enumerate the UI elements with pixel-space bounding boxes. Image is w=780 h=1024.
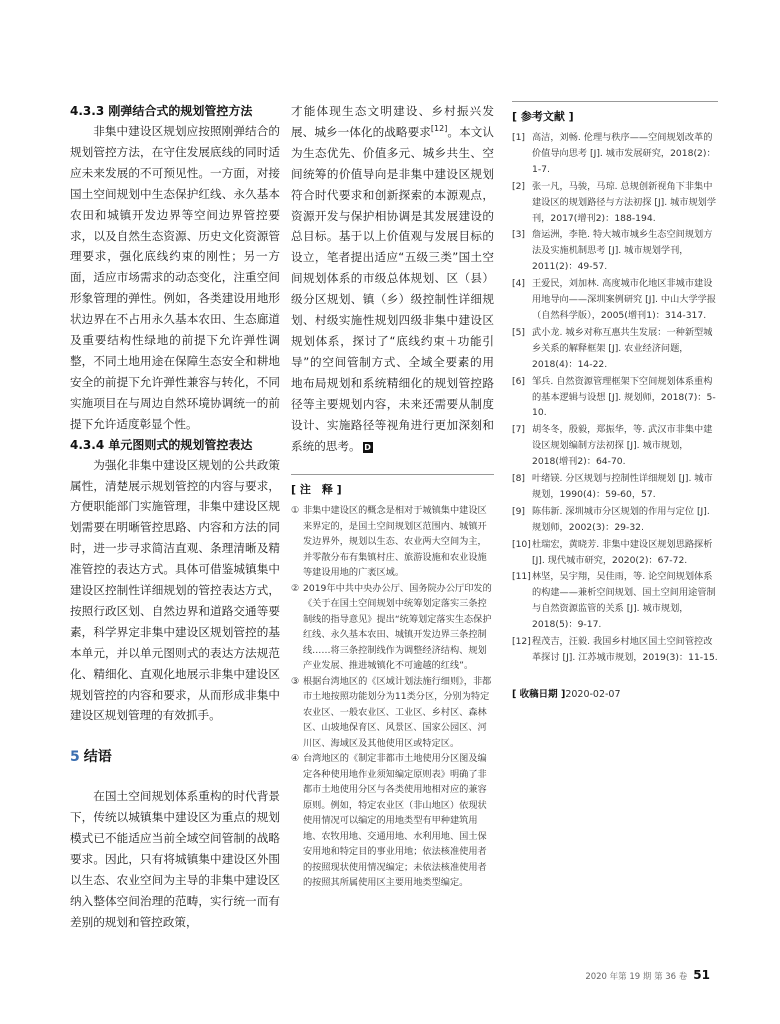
reference-number: [6] — [512, 375, 526, 387]
reference-item — [512, 227, 718, 275]
reference-text: 林坚，吴宇翔，吴佳雨，等. 论空间规划体系的构建——兼析空间规划、国土空间用途管制与自然资源监管的关系 [J]. 城市规划，2018(5)：9-17. — [532, 571, 716, 631]
reference-item — [512, 325, 718, 373]
section-5-heading — [70, 746, 280, 766]
note-item — [291, 751, 494, 891]
note-text: 台湾地区的《制定非都市土地使用分区图及编定各种使用地作业须知编定原则表》明确了非都市土地使用分区与各类使用地相对应的兼容原则。例如，特定农业区（非山地区）依现状使用情况可以编定的用地类型有甲种建筑用地、农牧用地、交通用地、水利用地、国土保安用地和特定目的事业用地；依法核准使用者的按照现状使用情况编定；未依法核准使用者的按照其所属使用区主要用地类型编定。 — [303, 753, 487, 889]
reference-text: 高洁，刘畅. 伦理与秩序——空间规划改革的价值导向思考 [J]. 城市发展研究，2018(2)：1-7. — [532, 132, 716, 175]
notes-list — [291, 503, 494, 891]
reference-item — [512, 504, 718, 536]
reference-item — [512, 276, 718, 324]
article-end-mark: D — [364, 442, 371, 452]
reference-item — [512, 471, 718, 503]
reference-item — [512, 569, 718, 633]
reference-text: 胡冬冬，殷毅，郑振华，等. 武汉市非集中建设区规划编制方法初探 [J]. 城市规划，2018(增刊2)：64-70. — [532, 424, 713, 468]
reference-text: 程茂吉，汪毅. 我国乡村地区国土空间管控改革探讨 [J]. 江苏城市规划，2019(3)：11-15. — [532, 636, 718, 663]
note-text: 非集中建设区的概念是相对于城镇集中建设区来界定的，是国土空间规划区范围内、城镇开发边界外，规划以生态、农业两大空间为主，并零散分布有集镇村庄、旅游设施和农业设施等建设用地的广袤区域。 — [303, 505, 487, 579]
citation-12: [12] — [430, 124, 448, 134]
conclusion-text-a: 才能体现生态文明建设、乡村振兴发展、城乡一体化的战略要求 — [291, 104, 494, 139]
page-footer — [585, 968, 710, 982]
section-4-3-4-paragraph: 为强化非集中建设区规划的公共政策属性，清楚展示规划管控的内容与要求，方便职能部门实施管理，非集中建设区规划需要在明晰管控思路、内容和方法的同时，进一步寻求简洁直观、条理清晰及精准管控的表达方式。具体可借鉴城镇集中建设区控制性详细规划的管控表达方式，按照行政区划、自然边界和道路交通等要素，科学界定非集中建设区规划管控的基本单元，并以单元图则式的表达方法规范化、精细化、直观化地展示非集中建设区规划管控的内容和要求，从而形成非集中建设区规划管理的有效抓手。 — [70, 457, 280, 723]
received-date-label: [ 收稿日期 ] — [512, 688, 566, 700]
reference-number: [11] — [512, 571, 531, 583]
note-number: ② — [291, 582, 300, 594]
section-4-3-3-title: 4.3.3 刚弹结合式的规划管控方法 — [70, 104, 253, 118]
reference-item — [512, 537, 718, 569]
reference-number: [12] — [512, 636, 531, 648]
reference-item — [512, 374, 718, 422]
reference-text: 武小龙. 城乡对称互惠共生发展：一种新型城乡关系的解释框架 [J]. 农业经济问题，2018(4)：14-22. — [532, 326, 713, 370]
section-5-title: 结语 — [83, 749, 112, 766]
reference-item — [512, 130, 718, 178]
note-text: 2019年中共中央办公厅、国务院办公厅印发的《关于在国土空间规划中统筹划定落实三条控制线的指导意见》提出“统筹划定落实生态保护红线、永久基本农田、城镇开发边界三条控制线……将三条控制线作为调整经济结构、规划产业发展、推进城镇化不可逾越的红线”。 — [303, 582, 492, 672]
received-date-value: 2020-02-07 — [565, 688, 621, 700]
note-item — [291, 581, 494, 674]
reference-number: [10] — [512, 538, 531, 550]
reference-item — [512, 179, 718, 227]
section-5-number: 5 — [70, 749, 80, 766]
note-text: 根据台湾地区的《区域计划法施行细则》，非都市土地按照功能划分为11类分区，分别为特定农业区、一般农业区、工业区、乡村区、森林区、山坡地保育区、风景区、国家公园区、河川区、海域区及其他使用区或特定区。 — [303, 675, 492, 749]
column-left — [70, 101, 280, 933]
reference-number: [5] — [512, 326, 526, 338]
notes-divider — [291, 474, 494, 475]
references-title: [ 参考文献 ] — [512, 110, 574, 123]
reference-number: [4] — [512, 278, 526, 290]
reference-number: [9] — [512, 505, 526, 517]
conclusion-paragraph-continued — [291, 101, 494, 456]
reference-number: [7] — [512, 424, 526, 436]
reference-number: [8] — [512, 473, 526, 485]
note-number: ① — [291, 505, 300, 517]
reference-text: 邹兵. 自然资源管理框架下空间规划体系重构的基本逻辑与设想 [J]. 规划师，2018(7)：5-10. — [532, 375, 716, 419]
note-number: ③ — [291, 675, 300, 687]
reference-number: [1] — [512, 132, 526, 143]
reference-text: 叶绪镁. 分区规划与控制性详细规划 [J]. 城市规划，1990(4)：59-60，57. — [532, 473, 713, 500]
notes-title: [ 注 释 ] — [291, 483, 342, 497]
reference-item — [512, 422, 718, 470]
received-date — [512, 686, 718, 700]
conclusion-paragraph: 在国土空间规划体系重构的时代背景下，传统以城镇集中建设区为重点的规划模式已不能适应当前全域空间管制的战略要求。因此，只有将城镇集中建设区外围以生态、农业空间为主导的非集中建设区纳入整体空间治理的范畴，实行统一而有差别的规划和管控政策， — [70, 789, 280, 929]
issue-info: 2020 年第 19 期 第 36 卷 — [585, 972, 688, 982]
column-right — [512, 101, 718, 700]
reference-text: 陈伟新. 深圳城市分区规划的作用与定位 [J]. 规划师，2002(3)：29-32. — [532, 505, 710, 533]
reference-text: 詹运洲，李艳. 特大城市城乡生态空间规划方法及实施机制思考 [J]. 城市规划学刊，2011(2)：49-57. — [532, 229, 713, 273]
reference-text: 王爱民，刘加林. 高度城市化地区非城市建设用地导向——深圳案例研究 [J]. 中山大学学报（自然科学版），2005(增刊1)：314-317. — [532, 278, 717, 321]
note-number: ④ — [291, 753, 300, 765]
column-middle — [291, 101, 494, 891]
reference-text: 张一凡，马骏，马琼. 总规创新视角下非集中建设区的规划路径与方法初探 [J]. 城市规划学刊，2017(增刊2)：188-194. — [532, 180, 717, 224]
reference-number: [2] — [512, 180, 526, 192]
note-item — [291, 503, 494, 581]
page-number: 51 — [693, 968, 710, 982]
conclusion-text-b: 。本文认为生态优先、价值多元、城乡共生、空间统筹的价值导向是非集中建设区规划符合时代要求和创新探索的本源观点，资源开发与保护相协调是其发展建设的总目标。基于以上价值观与发展目标的设立，笔者提出适应“五级三类”国土空间规划体系的市级总体规划、区（县）级分区规划、镇（乡）级控制性详细规划、村级实施性规划四级非集中建设区规划体系，探讨了“底线约束＋功能引导”的空间管制方式、全域全要素的用地布局规划和系统精细化的规划管控路径等主要规划内容，未来还需要从制度设计、实施路径等视角进行更加深刻和系统的思考。 — [291, 124, 494, 453]
section-4-3-4-title: 4.3.4 单元图则式的规划管控表达 — [70, 437, 253, 452]
reference-item — [512, 634, 718, 666]
note-item — [291, 674, 494, 752]
references-list — [512, 130, 718, 666]
reference-text: 杜瑞宏，黄晓芳. 非集中建设区规划思路探析 [J]. 现代城市研究，2020(2)：67-72. — [532, 538, 713, 566]
reference-number: [3] — [512, 229, 526, 241]
references-divider — [512, 101, 718, 102]
section-4-3-3-paragraph: 非集中建设区规划应按照刚弹结合的规划管控方法，在守住发展底线的同时适应未来发展的不可预见性。一方面，对接国土空间规划中生态保护红线、永久基本农田和城镇开发边界等空间边界管控要求，以及自然生态资源、历史文化资源管理要求，强化底线约束的刚性；另一方面，适应市场需求的动态变化，注重空间形象管理的弹性。例如，各类建设用地形状边界在不占用永久基本农田、生态廊道及重要结构性绿地的前提下允许弹性调整，不同土地用途在保障生态安全和耕地安全的前提下允许弹性兼容与转化，不同实施项目在与周边自然环境协调统一的前提下允许适度彰显个性。 — [70, 124, 280, 431]
